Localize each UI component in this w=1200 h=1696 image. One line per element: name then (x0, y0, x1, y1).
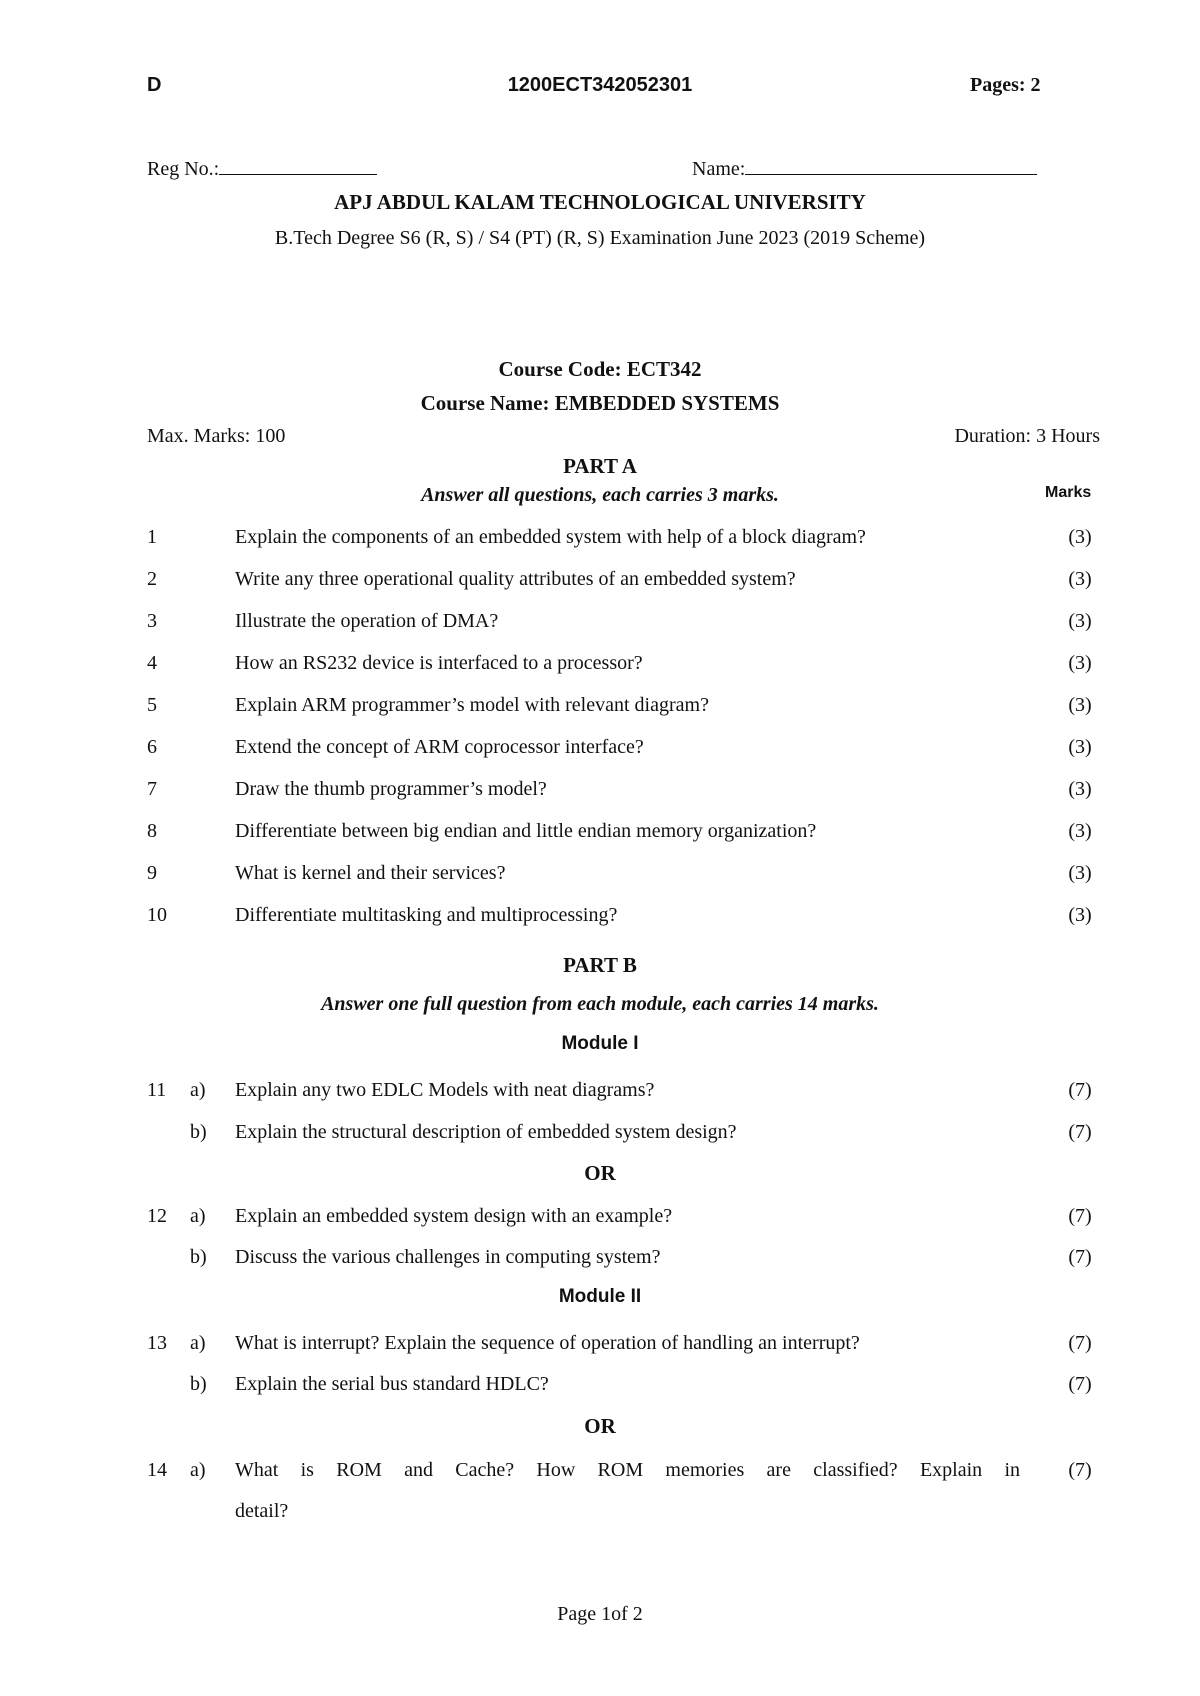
question-number: 1 (147, 526, 157, 548)
question-marks: (3) (1068, 568, 1092, 590)
paper-code: 1200ECT342052301 (507, 74, 693, 96)
sub-question-letter: b) (190, 1246, 207, 1268)
question-text: What is kernel and their services? (235, 862, 506, 884)
question-set-label: D (147, 74, 162, 96)
question-number: 11 (147, 1079, 167, 1101)
question-number: 6 (147, 736, 157, 758)
course-code: Course Code: ECT342 (498, 357, 702, 381)
question-text: Write any three operational quality attributes of an embedded system? (235, 568, 796, 590)
course-name: Course Name: EMBEDDED SYSTEMS (420, 391, 780, 415)
question-text: Discuss the various challenges in computing system? (235, 1246, 661, 1268)
question-marks: (3) (1068, 904, 1092, 926)
question-text: Draw the thumb programmer’s model? (235, 778, 547, 800)
question-number: 3 (147, 610, 157, 632)
question-marks: (3) (1068, 736, 1092, 758)
duration: Duration: 3 Hours (954, 425, 1100, 447)
reg-no-blank (219, 154, 377, 175)
or-separator: OR (584, 1161, 616, 1185)
question-marks: (3) (1068, 862, 1092, 884)
question-text: Explain any two EDLC Models with neat diagrams? (235, 1079, 655, 1101)
sub-question-letter: a) (190, 1205, 206, 1227)
module-1-heading: Module I (561, 1033, 639, 1054)
question-number: 2 (147, 568, 157, 590)
question-marks: (3) (1068, 778, 1092, 800)
sub-question-letter: a) (190, 1079, 206, 1101)
question-number: 14 (147, 1459, 167, 1481)
part-a-instruction: Answer all questions, each carries 3 marks. (421, 484, 779, 506)
marks-header: Marks (1045, 484, 1092, 501)
question-marks: (7) (1068, 1205, 1092, 1227)
question-text: Explain the components of an embedded system with help of a block diagram? (235, 526, 866, 548)
university-title: APJ ABDUL KALAM TECHNOLOGICAL UNIVERSITY (334, 190, 866, 214)
question-text: Differentiate between big endian and little endian memory organization? (235, 820, 817, 842)
page-footer: Page 1of 2 (557, 1603, 643, 1625)
question-number: 4 (147, 652, 157, 674)
question-text: What is interrupt? Explain the sequence of operation of handling an interrupt? (235, 1332, 860, 1354)
reg-no-label: Reg No.: (147, 158, 220, 180)
sub-question-letter: a) (190, 1332, 206, 1354)
question-text-line-2: detail? (235, 1500, 289, 1522)
or-separator: OR (584, 1414, 616, 1438)
question-number: 5 (147, 694, 157, 716)
question-text: How an RS232 device is interfaced to a processor? (235, 652, 643, 674)
question-number: 10 (147, 904, 167, 926)
exam-title: B.Tech Degree S6 (R, S) / S4 (PT) (R, S) Examination June 2023 (2019 Scheme) (274, 227, 926, 249)
question-marks: (7) (1068, 1373, 1092, 1395)
question-marks: (7) (1068, 1246, 1092, 1268)
question-text-line-1: What is ROM and Cache? How ROM memories are classified? Explain in (235, 1459, 1020, 1481)
sub-question-letter: a) (190, 1459, 206, 1481)
question-text: Differentiate multitasking and multiprocessing? (235, 904, 618, 926)
module-2-heading: Module II (558, 1286, 642, 1307)
name-blank (745, 154, 1037, 175)
name-label: Name: (692, 158, 746, 180)
pages-count: Pages: 2 (970, 74, 1041, 96)
question-number: 8 (147, 820, 157, 842)
max-marks: Max. Marks: 100 (147, 425, 286, 447)
question-marks: (3) (1068, 526, 1092, 548)
question-marks: (7) (1068, 1121, 1092, 1143)
question-text: Extend the concept of ARM coprocessor interface? (235, 736, 644, 758)
question-text: Explain ARM programmer’s model with relevant diagram? (235, 694, 709, 716)
question-marks: (3) (1068, 610, 1092, 632)
question-text: Explain an embedded system design with an example? (235, 1205, 673, 1227)
question-marks: (7) (1068, 1332, 1092, 1354)
question-text: Explain the structural description of embedded system design? (235, 1121, 737, 1143)
question-text: Explain the serial bus standard HDLC? (235, 1373, 549, 1395)
question-number: 13 (147, 1332, 167, 1354)
question-marks: (3) (1068, 652, 1092, 674)
sub-question-letter: b) (190, 1121, 207, 1143)
question-marks: (3) (1068, 694, 1092, 716)
question-number: 12 (147, 1205, 167, 1227)
part-a-title: PART A (563, 454, 637, 478)
question-marks: (3) (1068, 820, 1092, 842)
part-b-instruction: Answer one full question from each module, each carries 14 marks. (321, 993, 879, 1015)
question-marks: (7) (1068, 1459, 1092, 1481)
name-field (692, 154, 1037, 181)
question-marks: (7) (1068, 1079, 1092, 1101)
question-text: Illustrate the operation of DMA? (235, 610, 499, 632)
reg-no-field (147, 154, 377, 181)
part-b-title: PART B (563, 953, 637, 977)
question-number: 9 (147, 862, 157, 884)
question-number: 7 (147, 778, 157, 800)
sub-question-letter: b) (190, 1373, 207, 1395)
